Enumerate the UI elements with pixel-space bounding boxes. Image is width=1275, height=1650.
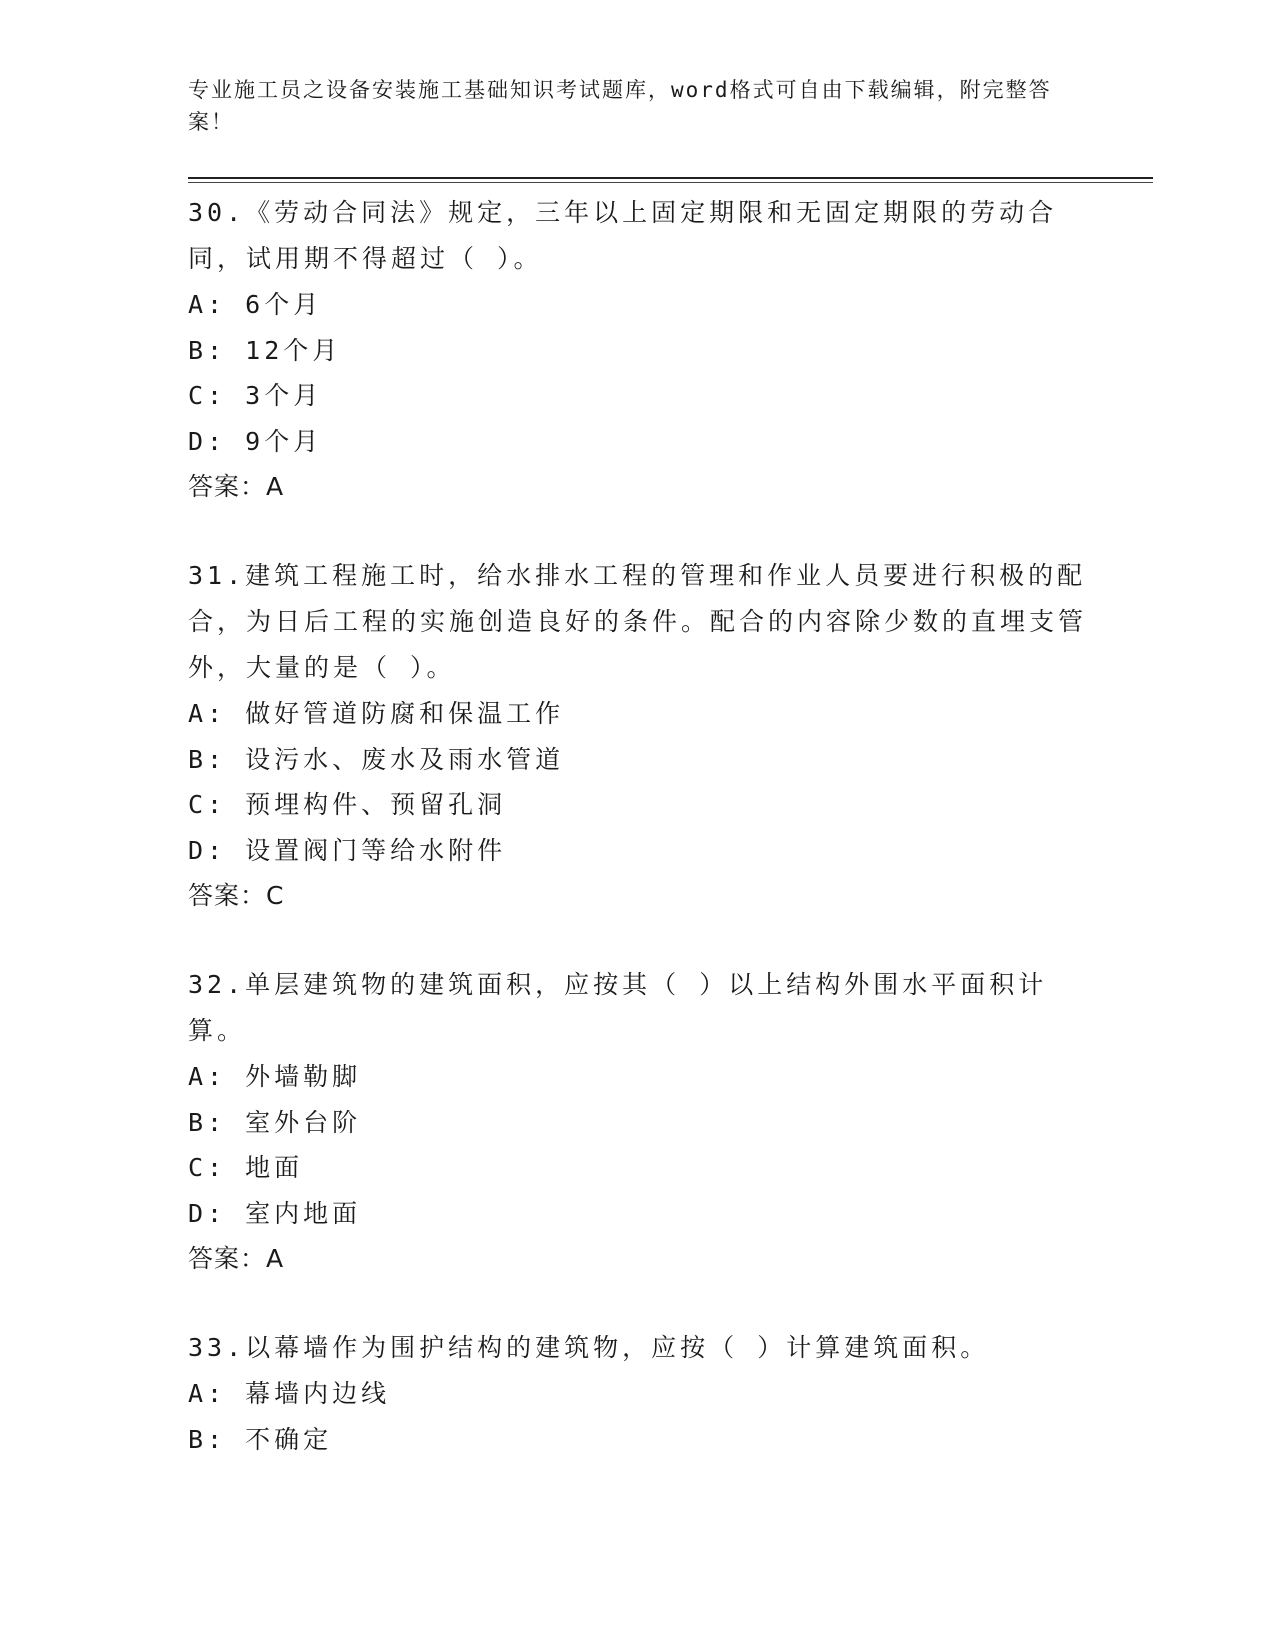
option-a [188,282,1088,328]
option-d [188,419,1088,465]
option-key: D: [188,426,227,456]
option-key: D: [188,835,227,865]
question-32 [188,962,1088,1282]
option-d [188,828,1088,874]
option-text: 预埋构件、预留孔洞 [245,790,507,819]
option-text: 地面 [245,1153,304,1182]
option-b [188,328,1088,374]
header-divider-thick [188,177,1153,179]
option-key: A: [188,1062,227,1091]
option-b [188,1417,1088,1463]
option-text: 9个月 [245,426,323,456]
option-key: B: [188,744,227,774]
question-33 [188,1325,1088,1462]
option-c [188,1145,1088,1191]
option-text: 设置阀门等给水附件 [245,835,507,865]
question-list [188,190,1088,1505]
question-stem: 32.单层建筑物的建筑面积，应按其（ ）以上结构外围水平面积计算。 [188,970,1048,1045]
option-key: D: [188,1198,227,1228]
option-text: 室内地面 [245,1198,362,1228]
option-key: B: [188,1107,227,1137]
option-text: 室外台阶 [245,1107,362,1137]
question-stem: 33.以幕墙作为围护结构的建筑物，应按（ ）计算建筑面积。 [188,1333,990,1362]
option-key: C: [188,790,227,819]
option-key: A: [188,1379,227,1408]
option-text: 幕墙内边线 [245,1379,391,1408]
question-stem: 30.《劳动合同法》规定，三年以上固定期限和无固定期限的劳动合同，试用期不得超过（ ）。 [188,198,1058,273]
option-key: C: [188,1153,227,1182]
option-key: A: [188,699,227,728]
option-text: 外墙勒脚 [245,1062,362,1091]
option-text: 设污水、废水及雨水管道 [245,744,565,774]
option-text: 3个月 [245,381,323,410]
option-text: 12个月 [245,335,342,365]
option-key: C: [188,381,227,410]
option-key: A: [188,290,227,319]
option-c [188,373,1088,419]
question-stem: 31.建筑工程施工时，给水排水工程的管理和作业人员要进行积极的配合，为日后工程的实施创造良好的条件。配合的内容除少数的直埋支管外，大量的是（ ）。 [188,561,1088,682]
option-d [188,1191,1088,1237]
header-divider-thin [188,182,1153,183]
answer: 答案：A [188,472,285,501]
option-a [188,1371,1088,1417]
question-31 [188,553,1088,919]
option-text: 做好管道防腐和保温工作 [245,699,565,728]
answer: 答案：C [188,881,285,910]
option-text: 6个月 [245,290,323,319]
question-30 [188,190,1088,510]
option-c [188,782,1088,828]
document-header: 专业施工员之设备安装施工基础知识考试题库，word格式可自由下载编辑，附完整答案！ [188,78,1052,134]
option-a [188,1054,1088,1100]
option-text: 不确定 [245,1424,333,1454]
answer: 答案：A [188,1244,285,1273]
option-a [188,691,1088,737]
option-b [188,737,1088,783]
option-b [188,1100,1088,1146]
option-key: B: [188,335,227,365]
option-key: B: [188,1424,227,1454]
